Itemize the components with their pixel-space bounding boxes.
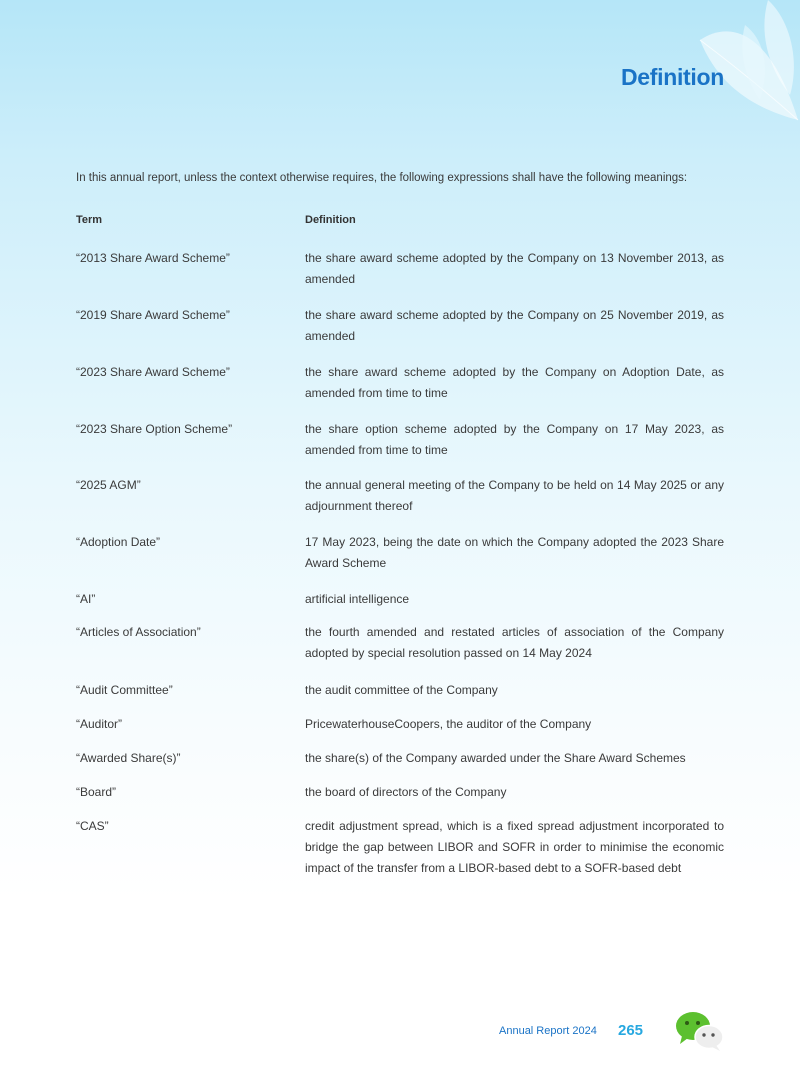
term: “2019 Share Award Scheme” bbox=[76, 308, 230, 322]
definition: the audit committee of the Company bbox=[305, 683, 498, 697]
term: “Articles of Association” bbox=[76, 625, 201, 639]
intro-text: In this annual report, unless the context otherwise requires, the following expressions shall have the following meanings: bbox=[76, 172, 688, 184]
list-item bbox=[76, 622, 724, 680]
definition-column-header: Definition bbox=[305, 214, 356, 226]
definition: artificial intelligence bbox=[305, 592, 410, 606]
term: “Board” bbox=[76, 785, 117, 799]
list-item bbox=[76, 748, 724, 782]
term: “Awarded Share(s)” bbox=[76, 751, 181, 765]
term: “2023 Share Award Scheme” bbox=[76, 365, 230, 379]
list-item bbox=[76, 305, 724, 362]
definition: the share award scheme adopted by the Company on 13 November 2013, as amended bbox=[305, 251, 724, 286]
definition: PricewaterhouseCoopers, the auditor of the Company bbox=[305, 717, 592, 731]
definition-list bbox=[76, 248, 724, 880]
term-column-header: Term bbox=[76, 214, 103, 226]
wechat-logo-icon bbox=[674, 1010, 726, 1052]
term: “AI” bbox=[76, 592, 96, 606]
page-title: Definition bbox=[620, 64, 724, 90]
definition: the share option scheme adopted by the Company on 17 May 2023, as amended from time to time bbox=[305, 422, 724, 457]
list-item bbox=[76, 816, 724, 880]
definition: credit adjustment spread, which is a fixed spread adjustment incorporated to bridge the gap between LIBOR and SOFR in order to minimise the economic impact of the transfer from a LIBOR-based debt to a SOFR-based debt bbox=[305, 819, 724, 875]
list-item bbox=[76, 589, 724, 622]
report-label: Annual Report 2024 bbox=[499, 1025, 597, 1037]
definition: 17 May 2023, being the date on which the Company adopted the 2023 Share Award Scheme bbox=[305, 535, 724, 570]
page-number: 265 bbox=[618, 1022, 644, 1039]
list-item bbox=[76, 532, 724, 589]
list-item bbox=[76, 362, 724, 419]
list-item bbox=[76, 782, 724, 816]
term: “Adoption Date” bbox=[76, 535, 161, 549]
list-item bbox=[76, 248, 724, 305]
term: “Audit Committee” bbox=[76, 683, 173, 697]
term: “2013 Share Award Scheme” bbox=[76, 251, 230, 265]
definition: the fourth amended and restated articles of association of the Company adopted by special resolution passed on 14 May 2024 bbox=[305, 625, 724, 660]
term: “CAS” bbox=[76, 819, 109, 833]
list-item bbox=[76, 680, 724, 714]
definition: the share award scheme adopted by the Company on Adoption Date, as amended from time to time bbox=[305, 365, 724, 400]
list-item bbox=[76, 419, 724, 475]
definition: the board of directors of the Company bbox=[305, 785, 507, 799]
list-item bbox=[76, 714, 724, 748]
list-item bbox=[76, 475, 724, 532]
definition: the annual general meeting of the Company to be held on 14 May 2025 or any adjournment thereof bbox=[305, 478, 724, 513]
term: “2025 AGM” bbox=[76, 478, 141, 492]
definition: the share(s) of the Company awarded under the Share Award Schemes bbox=[305, 751, 686, 765]
term: “2023 Share Option Scheme” bbox=[76, 422, 233, 436]
definition: the share award scheme adopted by the Company on 25 November 2019, as amended bbox=[305, 308, 724, 343]
term: “Auditor” bbox=[76, 717, 123, 731]
